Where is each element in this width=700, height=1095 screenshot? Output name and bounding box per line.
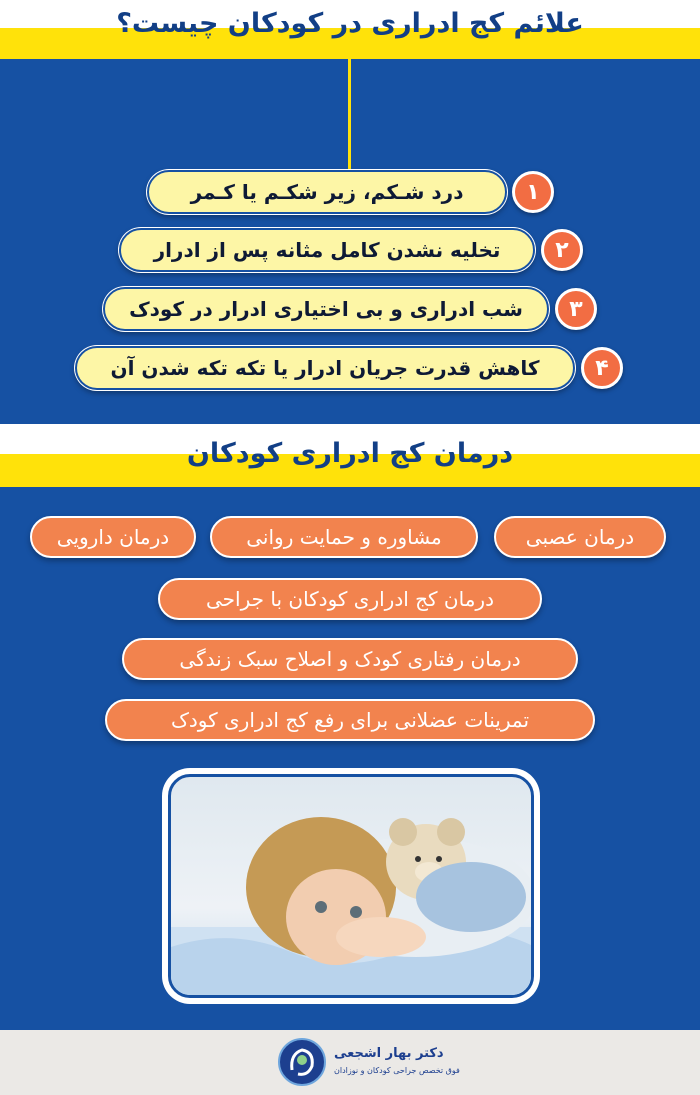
symptom-item-3 [103, 287, 549, 331]
treatment-label: درمان کج ادراری کودکان با جراحی [206, 587, 494, 611]
treatment-label: درمان دارویی [56, 525, 170, 549]
treatment-item [30, 516, 196, 558]
treatment-item [105, 699, 595, 741]
treatment-item [158, 578, 542, 620]
symptom-item-2 [119, 228, 535, 272]
symptom-label: کاهش قدرت جریان ادرار یا تکه تکه شدن آن [110, 356, 540, 380]
symptom-item-4 [75, 346, 575, 390]
treatment-label: درمان رفتاری کودک و اصلاح سبک زندگی [179, 647, 521, 671]
number-badge-3: ۳ [555, 288, 597, 330]
treatment-label: مشاوره و حمایت روانی [246, 525, 442, 549]
treatment-label: درمان عصبی [525, 525, 635, 549]
treatment-item [494, 516, 666, 558]
symptom-label: درد شـکم، زیر شکـم یا کـمر [190, 180, 464, 204]
child-with-teddy-illustration [171, 777, 531, 995]
symptom-label: تخلیه نشدن کامل مثانه پس از ادرار [153, 238, 501, 262]
treatment-item [122, 638, 578, 680]
symptom-item-1 [147, 170, 507, 214]
footer [0, 1030, 700, 1095]
treatment-label: تمرینات عضلانی برای رفع کج ادراری کودک [170, 708, 530, 732]
doctor-logo-icon [278, 1038, 326, 1086]
child-photo-frame [162, 768, 540, 1004]
doctor-name: دکتر بهار اشجعی [334, 1046, 444, 1061]
number-badge-2: ۲ [541, 229, 583, 271]
connector-line [348, 59, 351, 169]
number-badge-1: ۱ [512, 171, 554, 213]
symptom-label: شب ادراری و بی اختیاری ادرار در کودک [129, 297, 523, 321]
treatment-item [210, 516, 478, 558]
child-photo [168, 774, 534, 998]
number-badge-4: ۴ [581, 347, 623, 389]
doctor-subtitle: فوق تخصص جراحی کودکان و نوزادان [334, 1066, 460, 1075]
symptoms-title: علائم کج ادراری در کودکان چیست؟ [116, 8, 584, 39]
treatment-title: درمان کج ادراری کودکان [186, 438, 514, 469]
